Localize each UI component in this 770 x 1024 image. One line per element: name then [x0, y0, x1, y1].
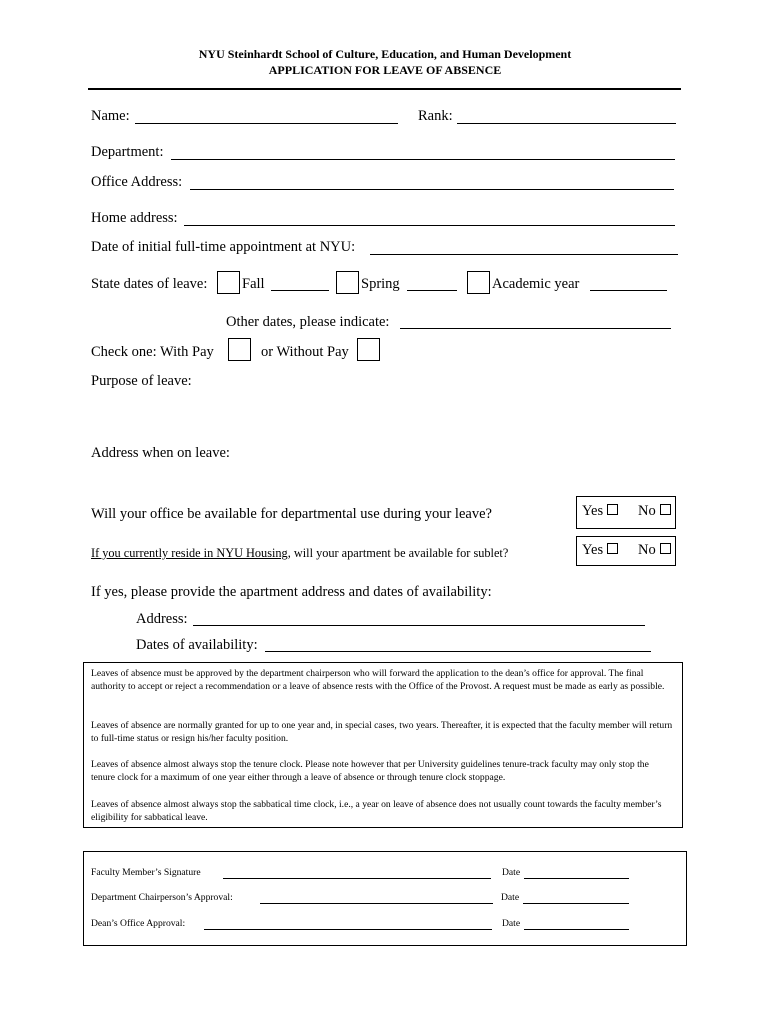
name-field[interactable] [135, 123, 398, 124]
notice-sabbatical: Leaves of absence almost always stop the sabbatical time clock, i.e., a year on leave of absence does not usually count towards the faculty member’s eligibility for sabbatical leave. [91, 799, 662, 823]
housing-no-option[interactable]: No [638, 542, 671, 559]
name-label: Name: [91, 108, 130, 124]
leave-dates-label: State dates of leave: [91, 276, 208, 292]
dean-date-field[interactable] [524, 929, 629, 930]
spring-field[interactable] [407, 290, 457, 291]
other-dates-label: Other dates, please indicate: [226, 314, 390, 330]
address-on-leave-label: Address when on leave: [91, 445, 230, 461]
dean-date-label: Date [502, 918, 521, 929]
housing-question [91, 546, 508, 561]
fall-field[interactable] [271, 290, 329, 291]
if-yes-instructions: If yes, please provide the apartment address and dates of availability: [91, 584, 492, 600]
department-field[interactable] [171, 159, 675, 160]
notice-tenure-clock: Leaves of absence almost always stop the tenure clock. Please note however that per University guidelines tenure-track faculty may only stop the tenure clock for a maximum of one year either through a leave of absence or through tenure clock stoppage. [91, 759, 649, 783]
office-available-options [576, 496, 676, 529]
housing-no-checkbox[interactable] [660, 543, 671, 554]
rank-label: Rank: [418, 108, 453, 124]
office-yes-option[interactable]: Yes [582, 503, 618, 520]
without-pay-checkbox[interactable] [357, 338, 380, 361]
spring-label: Spring [361, 276, 400, 292]
faculty-signature-field[interactable] [223, 878, 491, 879]
form-title: APPLICATION FOR LEAVE OF ABSENCE [268, 63, 502, 77]
sublet-address-field[interactable] [193, 625, 645, 626]
faculty-date-label: Date [502, 867, 521, 878]
with-pay-checkbox[interactable] [228, 338, 251, 361]
other-dates-field[interactable] [400, 328, 671, 329]
notice-approval: Leaves of absence must be approved by the department chairperson who will forward the application to the dean’s office for approval. The final authority to accept or reject a recommendation or a leave of absence rests with the Office of the Provost. A request must be made as early as possible. [91, 668, 665, 692]
home-address-field[interactable] [184, 225, 675, 226]
housing-question-rest: , will your apartment be available for sublet? [287, 546, 509, 560]
check-one-label: Check one: With Pay [91, 344, 214, 360]
academic-year-checkbox[interactable] [467, 271, 490, 294]
spring-checkbox[interactable] [336, 271, 359, 294]
housing-yes-option[interactable]: Yes [582, 542, 618, 559]
academic-year-field[interactable] [590, 290, 667, 291]
notice-duration: Leaves of absence are normally granted for up to one year and, in special cases, two years. Thereafter, it is expected that the faculty member will return to full-time status or resign his/her faculty position. [91, 720, 673, 744]
fall-label: Fall [242, 276, 265, 292]
without-pay-label: or Without Pay [261, 344, 349, 360]
policy-notice [83, 662, 683, 828]
signature-box [83, 851, 687, 946]
dean-approval-label: Dean’s Office Approval: [91, 918, 186, 929]
faculty-signature-label: Faculty Member’s Signature [91, 867, 201, 878]
chair-approval-label: Department Chairperson’s Approval: [91, 892, 233, 903]
availability-dates-label: Dates of availability: [136, 637, 258, 653]
office-address-field[interactable] [190, 189, 674, 190]
housing-available-options [576, 536, 676, 566]
department-label: Department: [91, 144, 164, 160]
faculty-date-field[interactable] [524, 878, 629, 879]
school-name: NYU Steinhardt School of Culture, Education, and Human Development [198, 47, 572, 61]
chair-date-field[interactable] [523, 903, 629, 904]
office-address-label: Office Address: [91, 174, 183, 190]
chair-approval-field[interactable] [260, 903, 493, 904]
purpose-label: Purpose of leave: [91, 373, 192, 389]
nyu-housing-link[interactable]: If you currently reside in NYU Housing [91, 546, 288, 560]
office-available-question: Will your office be available for departmental use during your leave? [91, 506, 492, 522]
rank-field[interactable] [457, 123, 676, 124]
appointment-date-label: Date of initial full-time appointment at NYU: [91, 239, 356, 255]
office-yes-checkbox[interactable] [607, 504, 618, 515]
dean-approval-field[interactable] [204, 929, 492, 930]
sublet-address-label: Address: [136, 611, 188, 627]
chair-date-label: Date [501, 892, 520, 903]
appointment-date-field[interactable] [370, 254, 678, 255]
fall-checkbox[interactable] [217, 271, 240, 294]
home-address-label: Home address: [91, 210, 178, 226]
office-no-option[interactable]: No [638, 503, 671, 520]
header-divider [88, 88, 681, 90]
housing-yes-checkbox[interactable] [607, 543, 618, 554]
availability-dates-field[interactable] [265, 651, 651, 652]
academic-year-label: Academic year [492, 276, 580, 292]
office-no-checkbox[interactable] [660, 504, 671, 515]
